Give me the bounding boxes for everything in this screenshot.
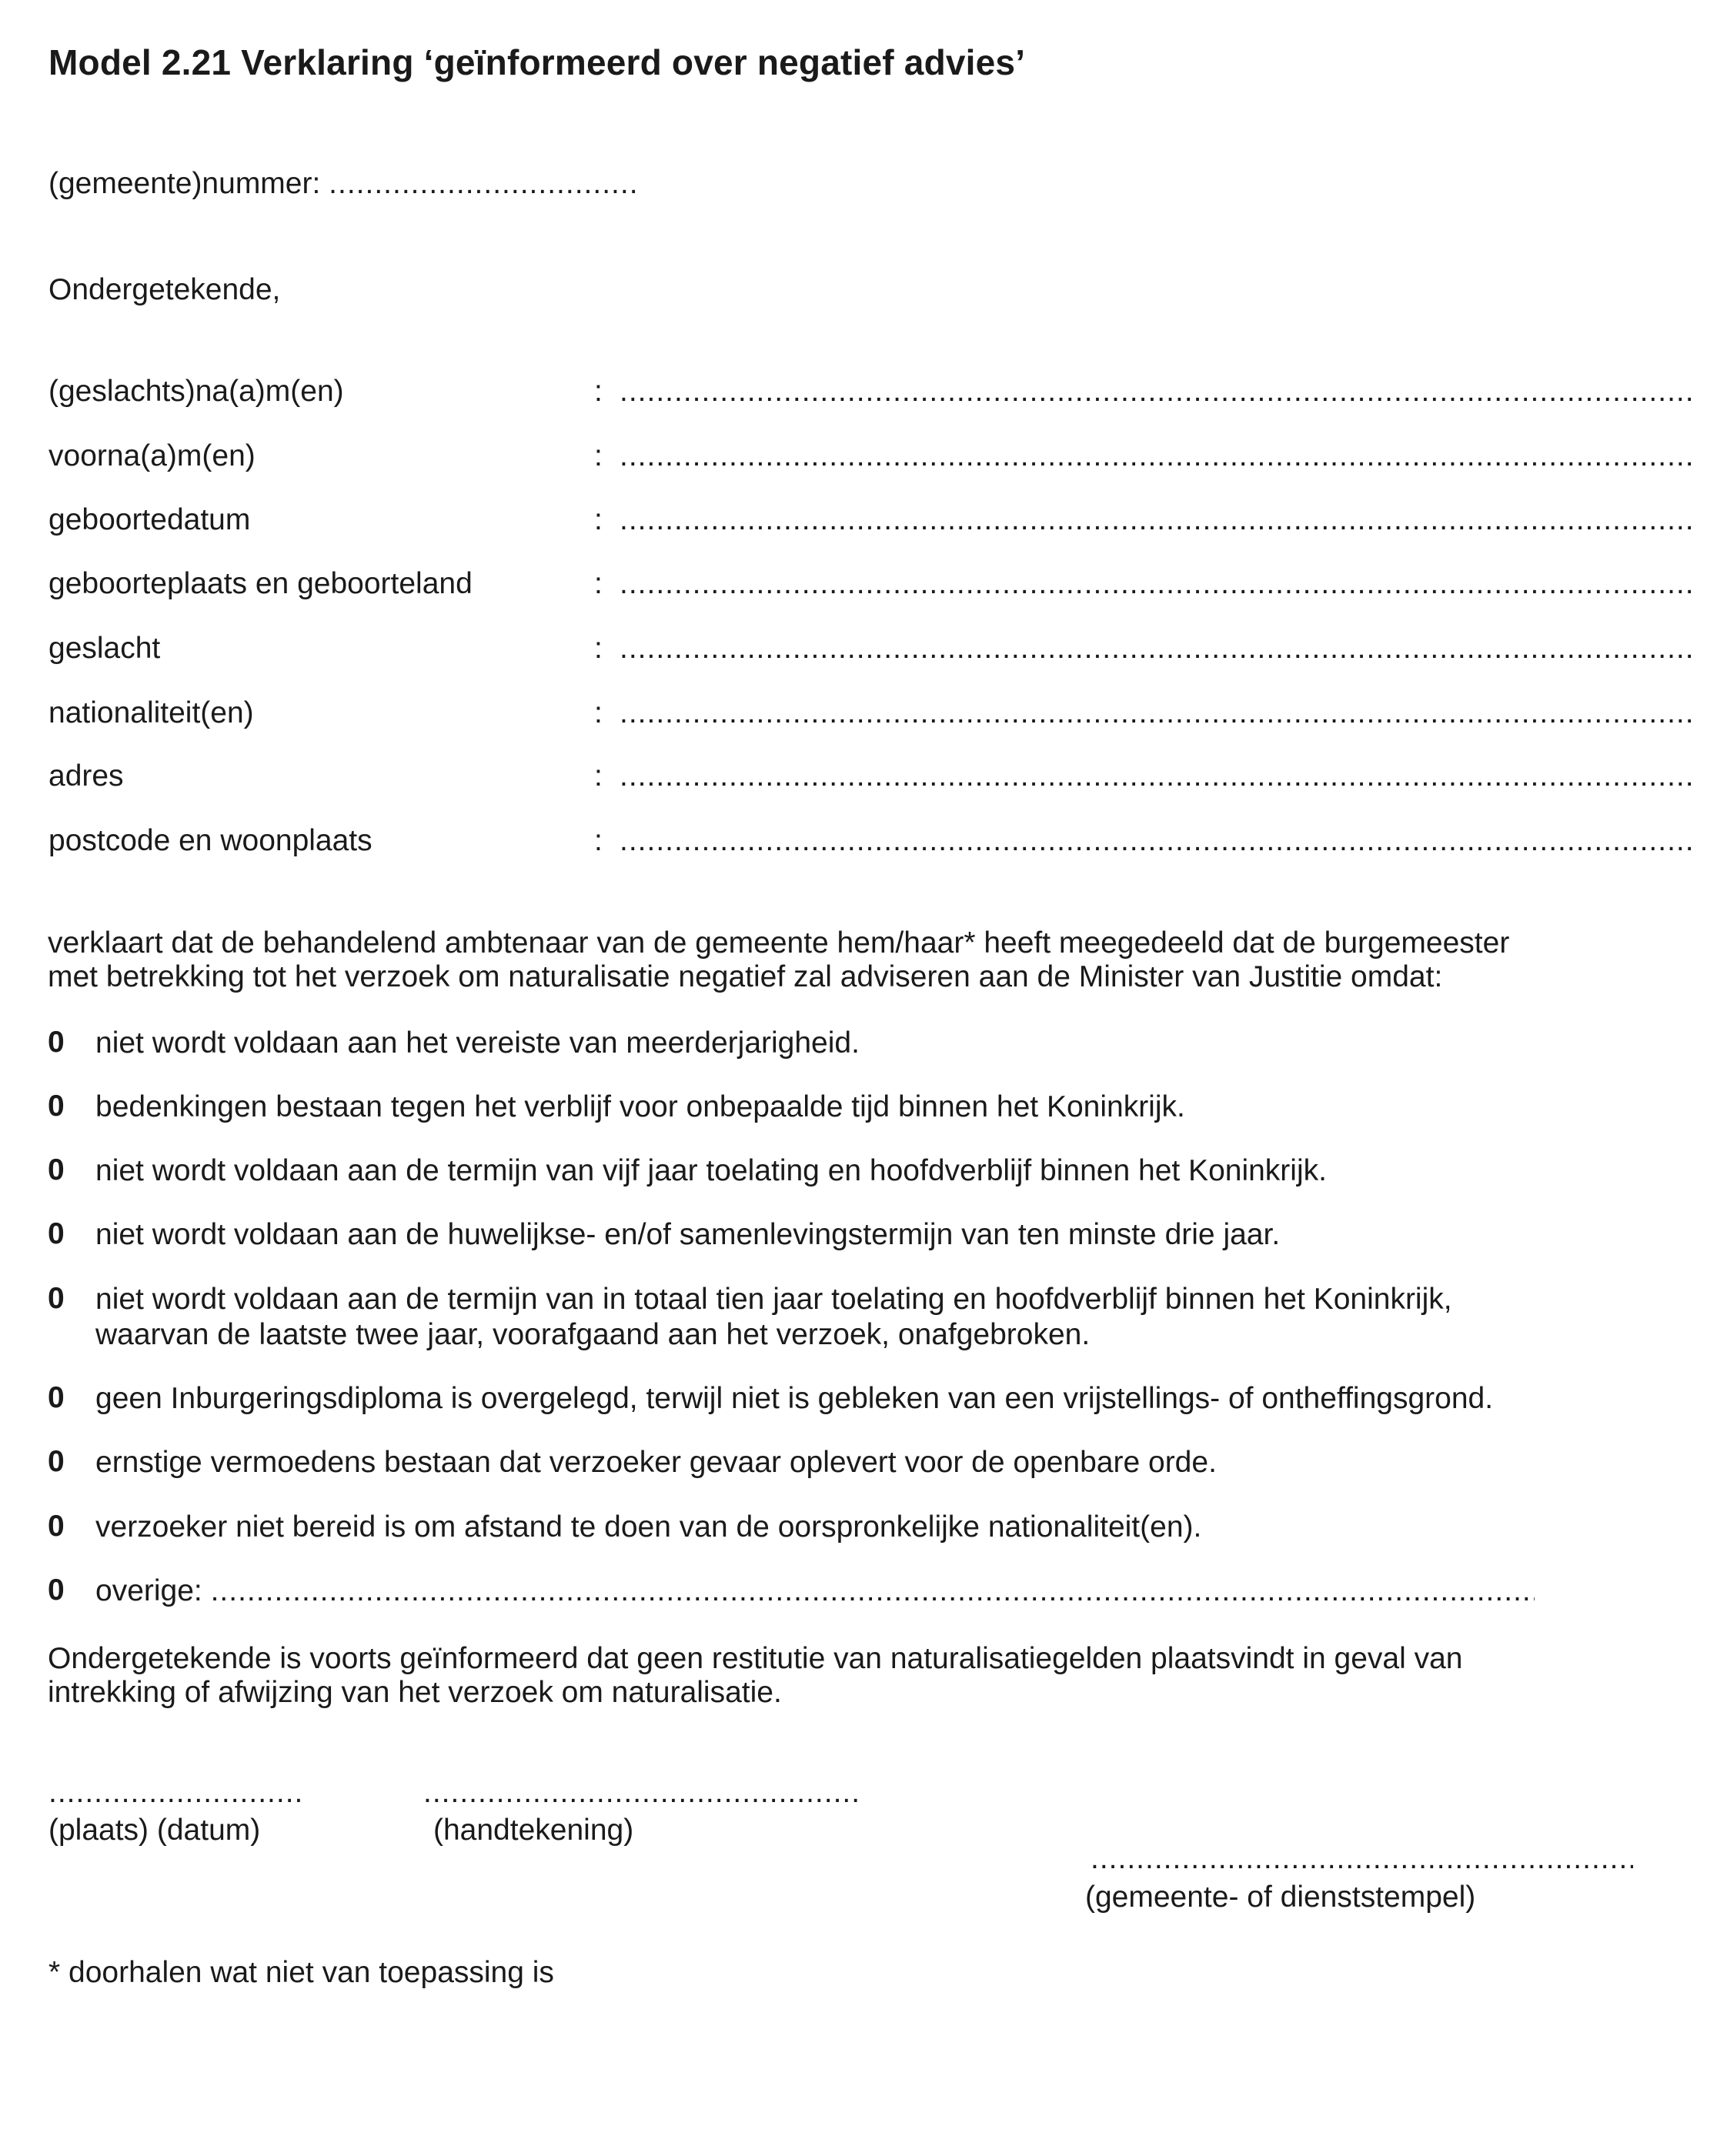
- declaration-line-1: verklaart dat de behandelend ambtenaar van de gemeente hem/haar* heeft meegedeeld dat de burgemeester: [48, 926, 1510, 960]
- other-label: overige:: [95, 1574, 202, 1607]
- signature-field[interactable]: [423, 1776, 862, 1811]
- reason-checkbox[interactable]: 0: [48, 1026, 65, 1059]
- field-label-sex: geslacht: [48, 632, 161, 665]
- restitution-line-1: Ondergetekende is voorts geïnformeerd dat geen restitutie van naturalisatiegelden plaatsvindt in geval van: [48, 1642, 1463, 1675]
- stamp-field[interactable]: [1091, 1842, 1633, 1877]
- address-field[interactable]: [620, 759, 1691, 794]
- field-colon: :: [594, 824, 603, 857]
- reason-checkbox[interactable]: 0: [48, 1217, 65, 1250]
- field-colon: :: [594, 632, 603, 665]
- signature-label: (handtekening): [433, 1814, 634, 1847]
- given-names-field[interactable]: [620, 439, 1691, 474]
- reason-five-years: niet wordt voldaan aan de termijn van vijf jaar toelating en hoofdverblijf binnen het Koninkrijk.: [95, 1154, 1327, 1187]
- sex-field[interactable]: [620, 631, 1691, 666]
- restitution-line-2: intrekking of afwijzing van het verzoek om naturalisatie.: [48, 1676, 782, 1709]
- postcode-city-field[interactable]: [620, 823, 1691, 859]
- reason-minor: niet wordt voldaan aan het vereiste van meerderjarigheid.: [95, 1026, 860, 1060]
- reason-checkbox[interactable]: 0: [48, 1574, 65, 1607]
- reason-checkbox[interactable]: 0: [48, 1510, 65, 1543]
- other-field[interactable]: [211, 1574, 1535, 1609]
- reason-checkbox[interactable]: 0: [48, 1381, 65, 1414]
- birth-date-field[interactable]: [620, 502, 1691, 538]
- reason-checkbox[interactable]: 0: [48, 1282, 65, 1315]
- reason-checkbox[interactable]: 0: [48, 1445, 65, 1478]
- field-colon: :: [594, 759, 603, 793]
- stamp-label: (gemeente- of dienststempel): [1085, 1881, 1476, 1914]
- municipality-number-label: (gemeente)nummer:: [48, 167, 321, 200]
- reason-checkbox[interactable]: 0: [48, 1090, 65, 1123]
- field-colon: :: [594, 503, 603, 536]
- reason-ten-years-line-1: niet wordt voldaan aan de termijn van in totaal tien jaar toelating en hoofdverblijf binnen het Koninkrijk,: [95, 1283, 1452, 1316]
- place-date-field[interactable]: [48, 1776, 302, 1811]
- footnote: * doorhalen wat niet van toepassing is: [48, 1956, 554, 1989]
- field-label-birth-place: geboorteplaats en geboorteland: [48, 567, 473, 600]
- municipality-number-field[interactable]: [329, 166, 636, 202]
- field-label-surname: (geslachts)na(a)m(en): [48, 375, 344, 408]
- field-label-birth-date: geboortedatum: [48, 503, 251, 536]
- reason-residence: bedenkingen bestaan tegen het verblijf voor onbepaalde tijd binnen het Koninkrijk.: [95, 1090, 1185, 1123]
- field-label-nationality: nationaliteit(en): [48, 696, 254, 729]
- reason-public-order: ernstige vermoedens bestaan dat verzoeker gevaar oplevert voor de openbare orde.: [95, 1446, 1217, 1479]
- birth-place-field[interactable]: [620, 566, 1691, 602]
- field-label-address: adres: [48, 759, 124, 793]
- nationality-field[interactable]: [620, 696, 1691, 731]
- reason-other-row: [95, 1574, 1535, 1609]
- reason-checkbox[interactable]: 0: [48, 1153, 65, 1186]
- surname-field[interactable]: [620, 374, 1691, 409]
- reason-integration-diploma: geen Inburgeringsdiploma is overgelegd, terwijl niet is gebleken van een vrijstellings- of ontheffingsgrond.: [95, 1382, 1494, 1415]
- page-title: Model 2.21 Verklaring ‘geïnformeerd over negatief advies’: [48, 42, 1026, 82]
- municipality-number-row: [48, 166, 636, 202]
- place-date-label: (plaats) (datum): [48, 1814, 261, 1847]
- field-colon: :: [594, 439, 603, 472]
- declaration-line-2: met betrekking tot het verzoek om naturalisatie negatief zal adviseren aan de Minister van Justitie omdat:: [48, 960, 1443, 993]
- undersigned-label: Ondergetekende,: [48, 273, 281, 306]
- field-colon: :: [594, 375, 603, 408]
- field-colon: :: [594, 696, 603, 729]
- field-label-given-names: voorna(a)m(en): [48, 439, 256, 472]
- reason-marriage-term: niet wordt voldaan aan de huwelijkse- en/of samenlevingstermijn van ten minste drie jaar.: [95, 1218, 1281, 1251]
- reason-renounce-nationality: verzoeker niet bereid is om afstand te doen van de oorspronkelijke nationaliteit(en).: [95, 1510, 1202, 1544]
- field-colon: :: [594, 567, 603, 600]
- field-label-postcode-city: postcode en woonplaats: [48, 824, 372, 857]
- reason-ten-years-line-2: waarvan de laatste twee jaar, voorafgaand aan het verzoek, onafgebroken.: [95, 1318, 1091, 1351]
